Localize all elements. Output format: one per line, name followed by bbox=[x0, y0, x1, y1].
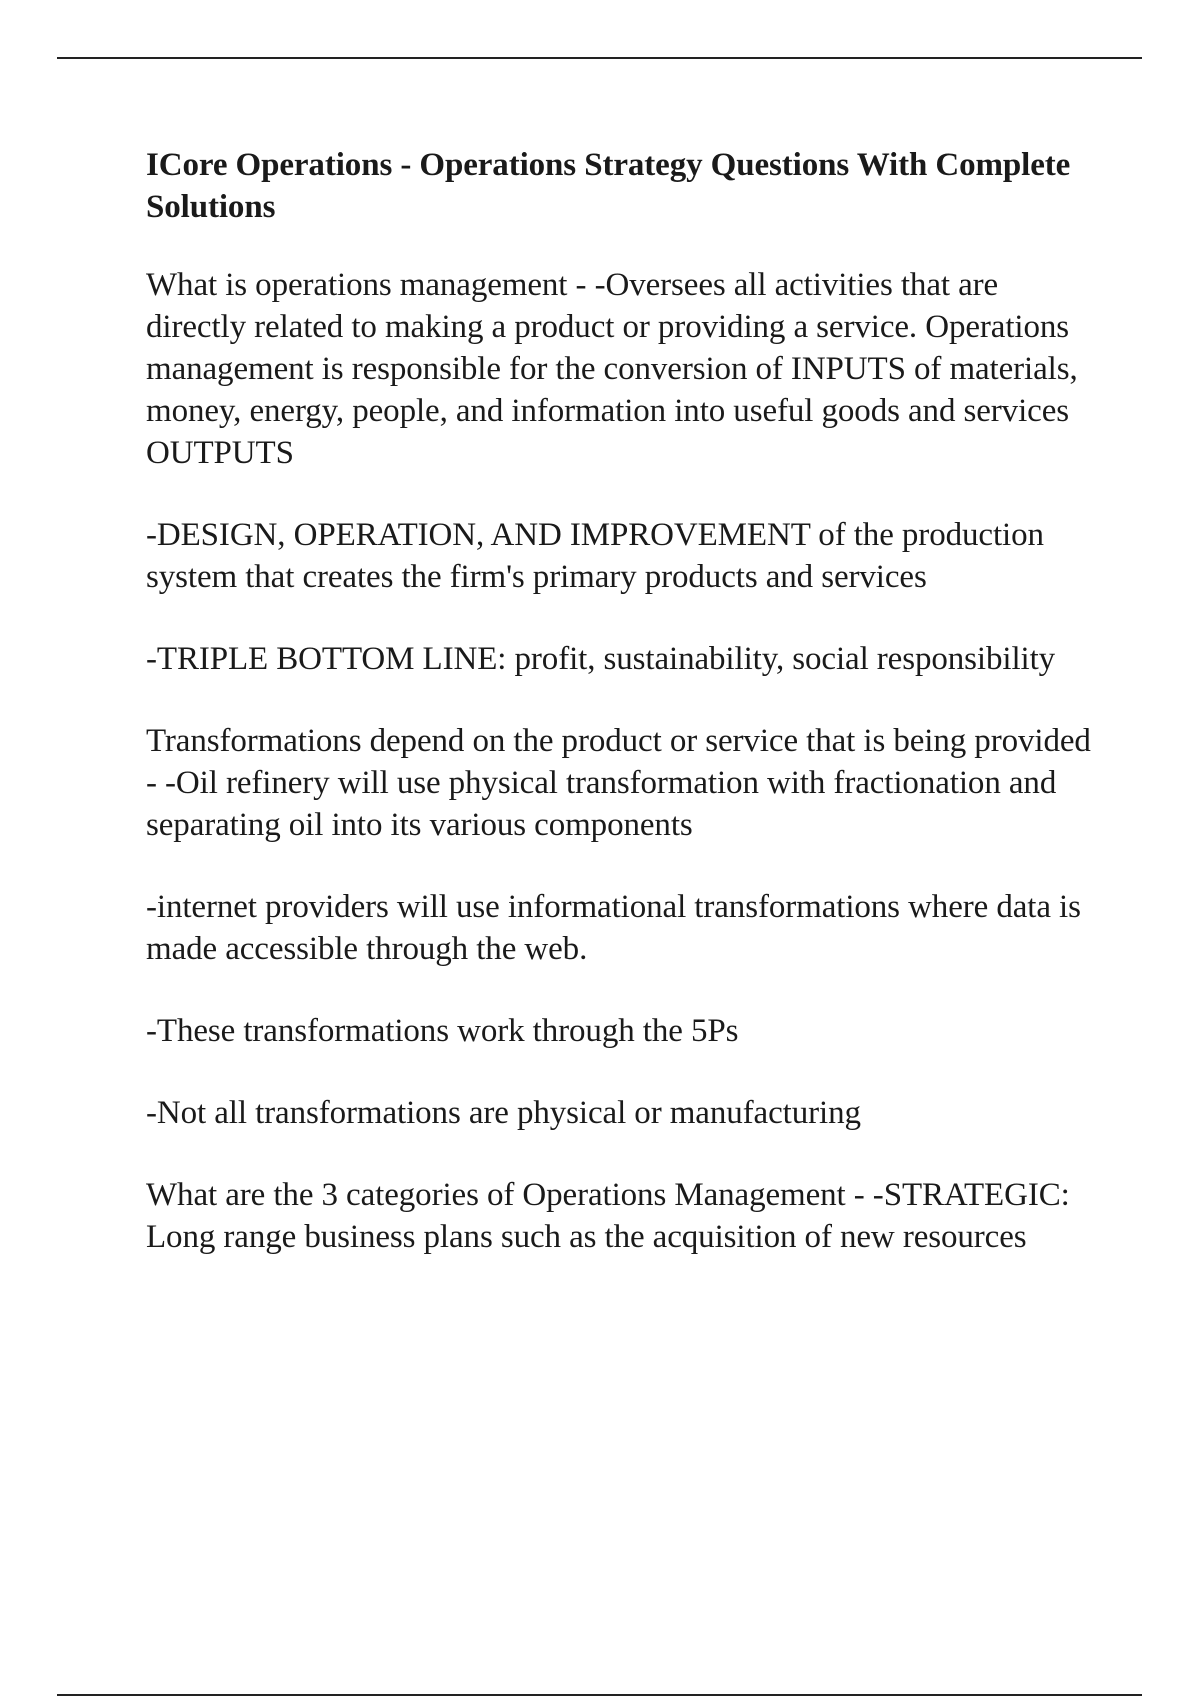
paragraph-three-categories: What are the 3 categories of Operations Management - -STRATEGIC: Long range business plans such as the acquisition of new resources bbox=[146, 1177, 1070, 1255]
document-body bbox=[146, 144, 1096, 1298]
paragraph-design-operation-improvement: -DESIGN, OPERATION, AND IMPROVEMENT of the production system that creates the firm's primary products and services bbox=[146, 517, 1044, 595]
paragraph-not-all-transformations: -Not all transformations are physical or manufacturing bbox=[146, 1095, 861, 1131]
paragraph-transformations: Transformations depend on the product or service that is being provided - -Oil refinery will use physical transformation with fractionation and separating oil into its various components bbox=[146, 723, 1091, 843]
paragraph-triple-bottom-line: -TRIPLE BOTTOM LINE: profit, sustainability, social responsibility bbox=[146, 641, 1056, 677]
paragraph-5ps: -These transformations work through the 5Ps bbox=[146, 1013, 739, 1049]
top-divider bbox=[57, 57, 1142, 59]
paragraph-internet-providers: -internet providers will use informational transformations where data is made accessible through the web. bbox=[146, 889, 1081, 967]
paragraph-what-is-operations-management: What is operations management - -Oversees all activities that are directly related to making a product or providing a service. Operations management is responsible for the conversion of INPUTS of materials, money, energy, people, and information into useful goods and services OUTPUTS bbox=[146, 267, 1078, 471]
bottom-divider bbox=[57, 1694, 1142, 1696]
document-title: ICore Operations - Operations Strategy Questions With Complete Solutions bbox=[146, 147, 1071, 225]
